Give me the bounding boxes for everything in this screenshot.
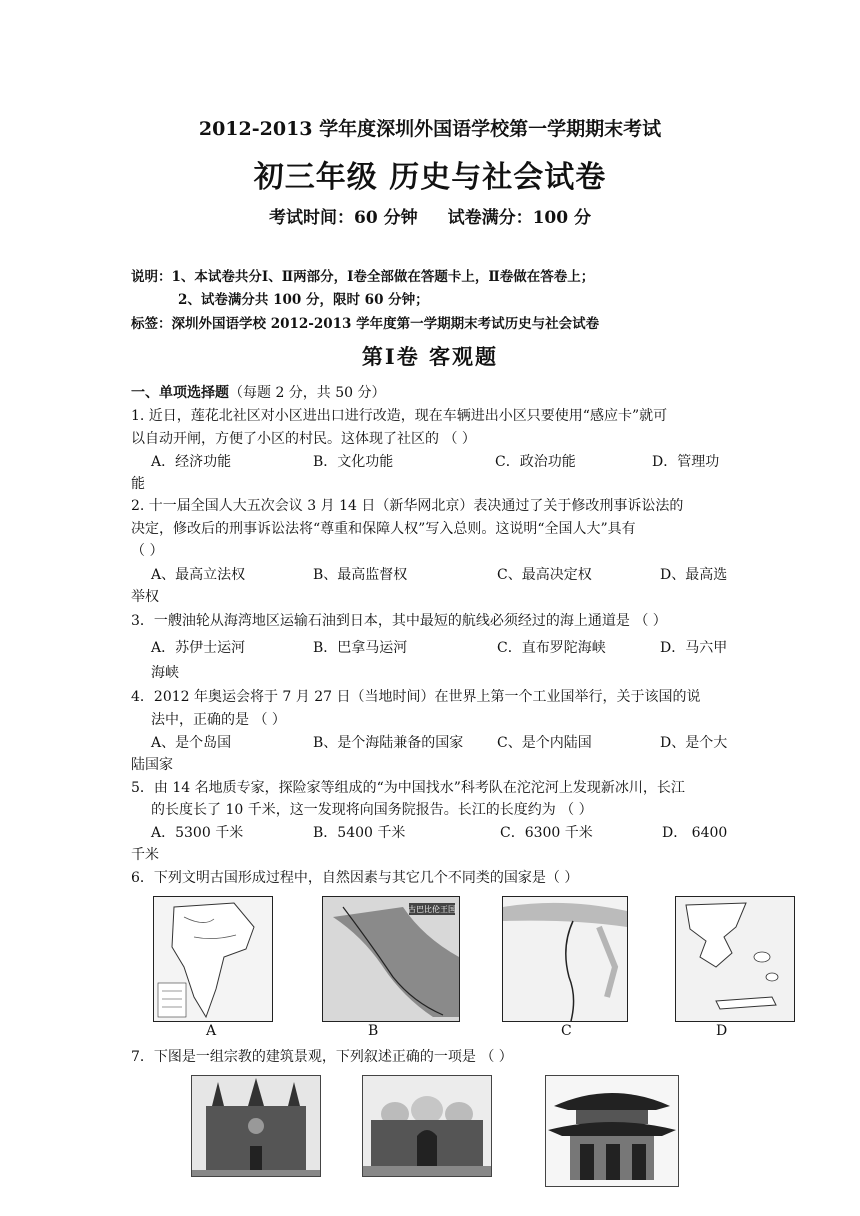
map-label-c: C — [561, 1023, 572, 1039]
q1-line-2: 以自动开闸，方便了小区的村民。这体现了社区的 （ ） — [131, 431, 476, 447]
q5-option-b: B．5400 千米 — [313, 825, 406, 841]
map-babylon-title: 古巴比伦王国 — [408, 905, 456, 914]
q1-option-b: B．文化功能 — [313, 454, 394, 470]
q3-line-1: 3．一艘油轮从海湾地区运输石油到日本，其中最短的航线必须经过的海上通道是 （ ） — [131, 613, 667, 629]
map-india-graphic — [154, 897, 272, 1021]
exam-title: 初三年级 历史与社会试卷 — [253, 160, 607, 195]
q5-line-2: 的长度长了 10 千米，这一发现将向国务院报告。长江的长度约为 （ ） — [151, 802, 593, 818]
q3-option-wrap: 海峡 — [151, 665, 179, 681]
note-line-2: 2、试卷满分共 100 分，限时 60 分钟； — [178, 292, 429, 308]
q2-option-d: D、最高选 — [660, 567, 728, 583]
q5-option-wrap: 千米 — [131, 847, 159, 863]
q2-option-c: C、最高决定权 — [497, 567, 592, 583]
q4-option-wrap: 陆国家 — [131, 757, 173, 773]
map-egypt-graphic — [503, 897, 627, 1021]
part-heading — [131, 382, 386, 402]
exam-info — [0, 203, 860, 228]
q2-line-1: 2. 十一届全国人大五次会议 3 月 14 日（新华网北京）表决通过了关于修改刑事诉讼法的 — [131, 498, 684, 514]
q5-option-a: A．5300 千米 — [151, 825, 244, 841]
q6-line-1: 6．下列文明古国形成过程中，自然因素与其它几个不同类的国家是（ ） — [131, 870, 579, 886]
map-egypt — [502, 896, 628, 1022]
map-babylon-graphic — [323, 897, 459, 1021]
map-babylon — [322, 896, 460, 1022]
q4-line-1: 4．2012 年奥运会将于 7 月 27 日（当地时间）在世界上第一个工业国举行，关于该国的说 — [131, 689, 701, 705]
q4-option-a: A、是个岛国 — [151, 735, 232, 751]
photo-church-graphic — [192, 1076, 320, 1176]
q5-line-1: 5．由 14 名地质专家，探险家等组成的“为中国找水”科考队在沱沱河上发现新冰川，长江 — [131, 780, 685, 796]
map-india — [153, 896, 273, 1022]
q5-option-d: D． 6400 — [662, 825, 728, 841]
exam-time: 考试时间：60 分钟 — [269, 208, 418, 228]
part-heading-rest: （每题 2 分，共 50 分） — [229, 385, 386, 401]
map-greece-graphic — [676, 897, 794, 1021]
q1-option-d: D．管理功 — [652, 454, 720, 470]
map-greece — [675, 896, 795, 1022]
q4-line-2: 法中，正确的是 （ ） — [151, 712, 286, 728]
q4-option-c: C、是个内陆国 — [497, 735, 592, 751]
q4-option-b: B、是个海陆兼备的国家 — [313, 735, 464, 751]
q3-option-b: B．巴拿马运河 — [313, 640, 408, 656]
photo-temple-graphic — [546, 1076, 678, 1186]
q1-option-c: C．政治功能 — [495, 454, 576, 470]
photo-church — [191, 1075, 321, 1177]
map-label-d: D — [716, 1023, 728, 1039]
q1-option-wrap: 能 — [131, 476, 145, 492]
map-label-b: B — [368, 1023, 379, 1039]
section-title: 第Ⅰ卷 客观题 — [361, 344, 499, 369]
note-tag-line: 标签：深圳外国语学校 2012-2013 学年度第一学期期末考试历史与社会试卷 — [131, 316, 600, 332]
map-label-a: A — [206, 1023, 217, 1039]
q5-option-c: C．6300 千米 — [500, 825, 593, 841]
q1-line-1: 1. 近日，莲花北社区对小区进出口进行改造，现在车辆进出小区只要使用“感应卡”就可 — [131, 408, 668, 424]
part-heading-bold: 一、单项选择题 — [131, 385, 229, 401]
q2-option-b: B、最高监督权 — [313, 567, 408, 583]
q3-option-c: C．直布罗陀海峡 — [497, 640, 606, 656]
q7-line-1: 7．下图是一组宗教的建筑景观，下列叙述正确的一项是 （ ） — [131, 1049, 513, 1065]
note-line-1: 说明：1、本试卷共分Ⅰ、Ⅱ两部分，Ⅰ卷全部做在答题卡上，Ⅱ卷做在答卷上； — [131, 269, 595, 285]
q2-option-wrap: 举权 — [131, 589, 159, 605]
q3-option-d: D．马六甲 — [660, 640, 728, 656]
q2-option-a: A、最高立法权 — [151, 567, 246, 583]
q4-option-d: D、是个大 — [660, 735, 728, 751]
exam-score: 试卷满分：100 分 — [447, 208, 591, 228]
q1-option-a: A．经济功能 — [151, 454, 232, 470]
photo-mosque-graphic — [363, 1076, 491, 1176]
exam-header-line1: 2012-2013 学年度深圳外国语学校第一学期期末考试 — [198, 118, 662, 140]
photo-temple — [545, 1075, 679, 1187]
photo-mosque — [362, 1075, 492, 1177]
q2-line-2: 决定，修改后的刑事诉讼法将“尊重和保障人权”写入总则。这说明“全国人大”具有 — [131, 521, 636, 537]
q3-option-a: A．苏伊士运河 — [151, 640, 246, 656]
q2-line-3: （ ） — [131, 543, 164, 559]
